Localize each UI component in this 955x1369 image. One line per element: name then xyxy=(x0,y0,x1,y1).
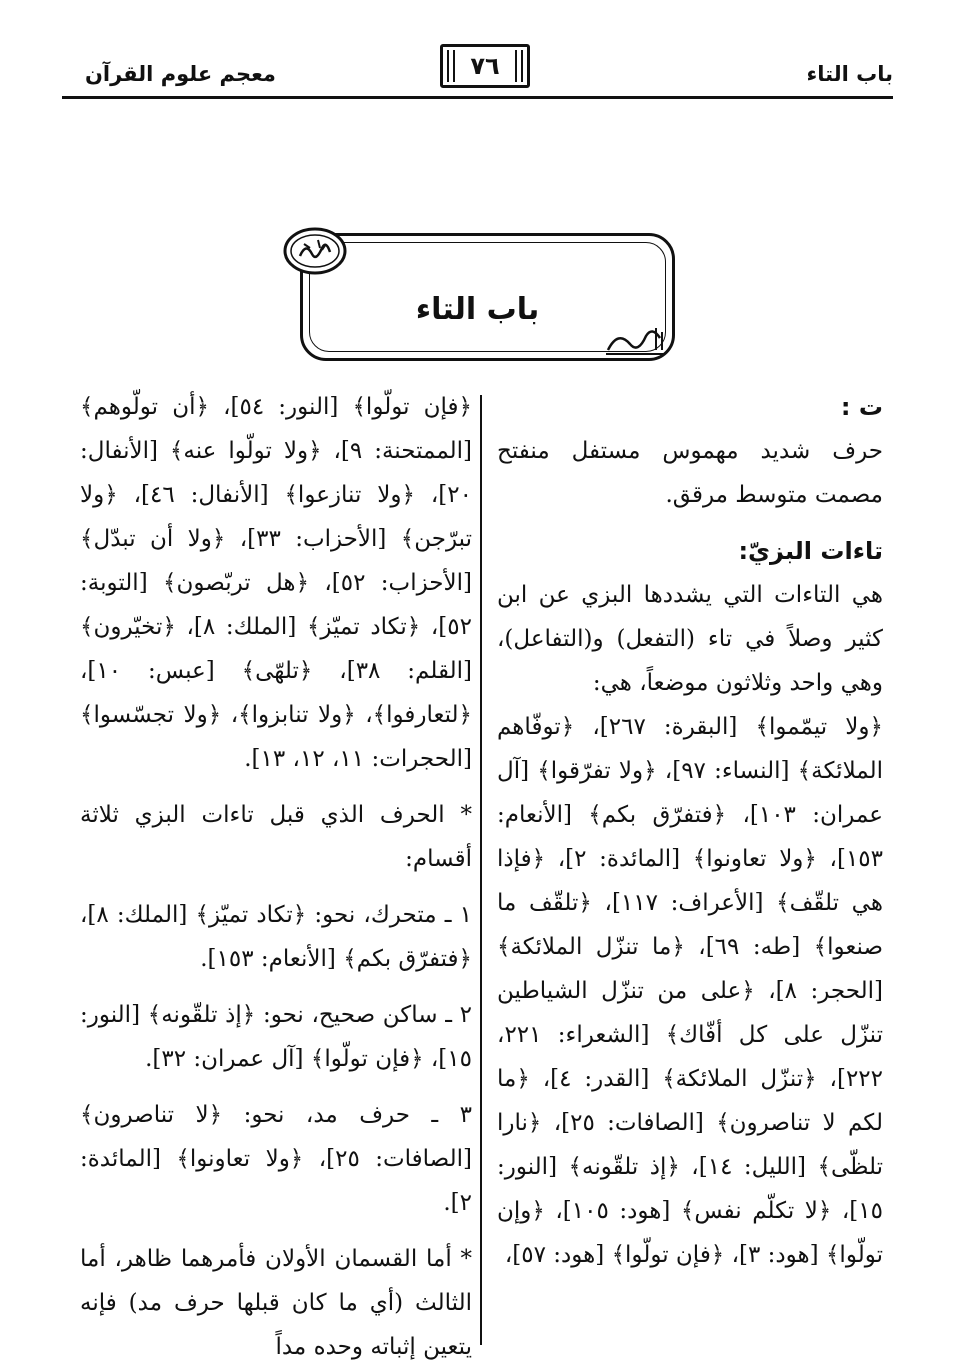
section-heading: تاءات البزيّ: xyxy=(738,537,883,565)
right-column xyxy=(497,385,883,1277)
running-header-book-title: معجم علوم القرآن xyxy=(85,62,276,86)
category-item: ٣ ـ حرف مد، نحو: ﴿لا تناصرون﴾ [الصافات: ٢٥]، ﴿ولا تعاونوا﴾ [المائدة: ٢]. xyxy=(80,1102,472,1216)
verse-list: ﴿ولا تيمّموا﴾ [البقرة: ٢٦٧]، ﴿توفّاهم الملائكة﴾ [النساء: ٩٧]، ﴿ولا تفرّقوا﴾ [آل عمران: ١٠٣]، ﴿فتفرّق بكم﴾ [الأنعام: ١٥٣]، ﴿ولا تعاونوا﴾ [المائدة: ٢]، ﴿فإذا هي تلقّف﴾ [الأعراف: ١١٧]، ﴿تلقّف ما صنعوا﴾ [طه: ٦٩]، ﴿ما تنزّل الملائكة﴾ [الحجر: ٨]، ﴿على من تنزّل الشياطين تنزّل على كل أفّاك﴾ [الشعراء: ٢٢١، ٢٢٢]، ﴿تنزّل الملائكة﴾ [القدر: ٤]، ﴿ما لكم لا تناصرون﴾ [الصافات: ٢٥]، ﴿نارا تلظّى﴾ [الليل: ١٤]، ﴿إذ تلقّونه﴾ [النور: ١٥]، ﴿لا تكلّم نفس﴾ [هود: ١٠٥]، ﴿وإن تولّوا﴾ [هود: ٣]، ﴿فإن تولّوا﴾ [هود: ٥٧]، xyxy=(497,714,884,1268)
section-intro: هي التاءات التي يشددها البزي عن ابن كثير وصلاً في تاء (التفعل) و(التفاعل)، وهي واحد وثلاثون موضعاً، هي: xyxy=(497,582,883,696)
running-header-chapter: باب التاء xyxy=(806,62,893,86)
category-item: ٢ ـ ساكن صحيح، نحو: ﴿إذ تلقّونه﴾ [النور: ١٥]، ﴿فإن تولّوا﴾ [آل عمران: ٣٢]. xyxy=(80,1002,472,1072)
note-paragraph: * الحرف الذي قبل تاءات البزي ثلاثة أقسام: xyxy=(80,802,472,872)
letter-heading: ت : xyxy=(840,393,883,421)
header-rule xyxy=(62,96,893,99)
column-divider xyxy=(480,395,482,1345)
page-number: ٧٦ xyxy=(470,52,500,80)
note-paragraph: * أما القسمان الأولان فأمرهما ظاهر، أما الثالث (أي ما كان قبلها حرف مد) فإنه يتعين إثباته وحده مداً xyxy=(80,1246,472,1360)
page-number-box xyxy=(440,44,530,88)
verse-list-continued: ﴿فإن تولّوا﴾ [النور: ٥٤]، ﴿أن تولّوهم﴾ [الممتحنة: ٩]، ﴿ولا تولّوا عنه﴾ [الأنفال: ٢٠]، ﴿ولا تنازعوا﴾ [الأنفال: ٤٦]، ﴿ولا تبرّجن﴾ [الأحزاب: ٣٣]، ﴿ولا أن تبدّل﴾ [الأحزاب: ٥٢]، ﴿هل تربّصون﴾ [التوبة: ٥٢]، ﴿تكاد تميّز﴾ [الملك: ٨]، ﴿تخيّرون﴾ [القلم: ٣٨]، ﴿تلهّى﴾ [عبس: ١٠]، ﴿لتعارفوا﴾، ﴿ولا تنابزوا﴾، ﴿ولا تجسّسوا﴾ [الحجرات: ١١، ١٢، ١٣]. xyxy=(80,394,472,772)
calligraphy-ornament-icon xyxy=(282,226,348,276)
category-item: ١ ـ متحرك، نحو: ﴿تكاد تميّز﴾ [الملك: ٨]، ﴿فتفرّق بكم﴾ [الأنعام: ١٥٣]. xyxy=(80,902,472,972)
left-column xyxy=(80,385,472,1369)
chapter-title: باب التاء xyxy=(415,292,540,327)
letter-description: حرف شديد مهموس مستفل منفتح مصمت متوسط مرقق. xyxy=(497,438,883,508)
